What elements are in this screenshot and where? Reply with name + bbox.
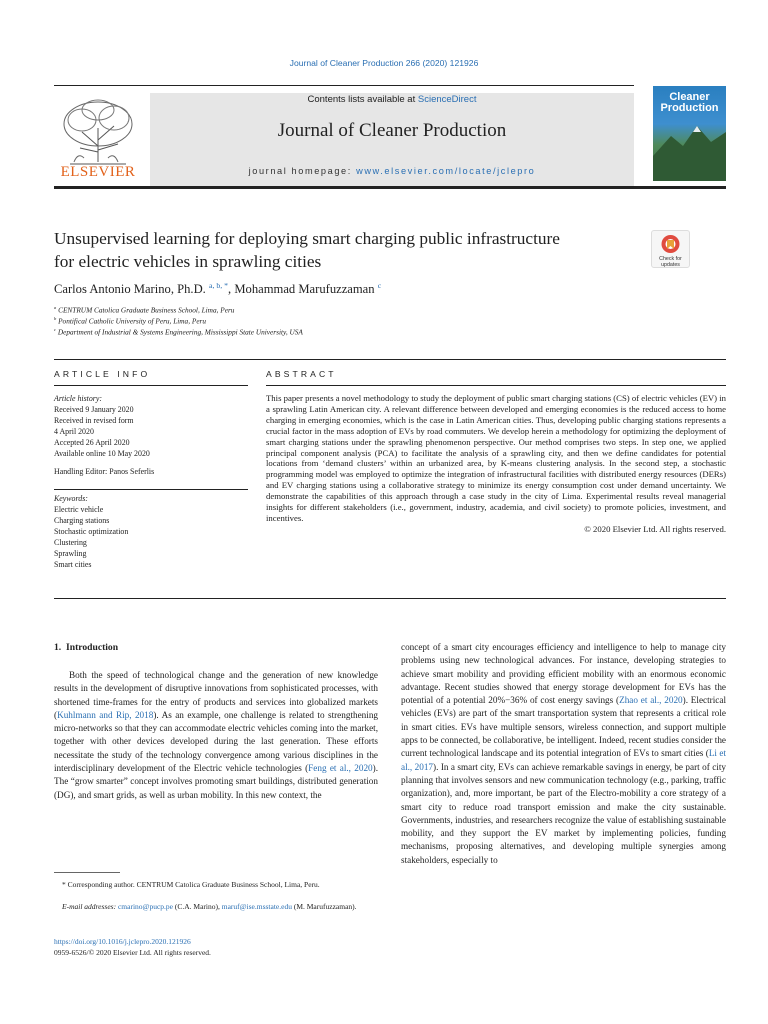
paragraph-text: ). As an example, one challenge is related to strengthening micro-networks so that they can accommodate electric vehicles coming into the market, together with other devices developed during the last generation. These efforts necessitate the study of the technology convergence among various disciplines in the interdisciplinary development of the Electric vehicle technologies ( <box>54 709 379 774</box>
affiliation-text: Pontifical Catholic University of Peru, Lima, Peru <box>58 316 207 326</box>
history-item: Available online 10 May 2020 <box>54 449 150 458</box>
journal-homepage <box>150 166 634 176</box>
intro-paragraph-1 <box>54 669 378 802</box>
keywords-block <box>54 493 254 570</box>
citation-link[interactable]: Feng et al., 2020 <box>308 763 373 774</box>
paragraph-text: concept of a smart city encourages efficiency and intelligence to help to manage city problems using new technological advances. For instance, developing strategies to achieve smart mobility and providing efficient mobility with an enormous economic advantage. Recent studies showed that energy storage development for EVs has the potential of a potential 20%−36% of cost energy savings ( <box>401 642 726 706</box>
email-label: E-mail addresses: <box>62 902 118 911</box>
author-2[interactable]: Mohammad Marufuzzaman <box>234 282 378 297</box>
keywords-label: Keywords: <box>54 494 88 503</box>
affiliation-mark: b <box>54 316 57 321</box>
email-link[interactable]: maruf@ise.msstate.edu <box>221 902 292 911</box>
author-1-affiliation-marks[interactable]: a, b, * <box>208 281 229 290</box>
contents-prefix: Contents lists available at <box>307 94 418 105</box>
keyword: Stochastic optimization <box>54 527 129 536</box>
corresponding-author-note: * Corresponding author. CENTRUM Catolica Graduate Business School, Lima, Peru. <box>62 880 320 889</box>
handling-editor: Handling Editor: Panos Seferlis <box>54 467 155 476</box>
email-link[interactable]: cmarino@pucp.pe <box>117 902 173 911</box>
keywords-rule <box>54 489 248 490</box>
contents-line <box>150 94 634 105</box>
section-rule <box>54 359 726 360</box>
check-for-updates-badge[interactable] <box>651 230 690 268</box>
section-rule <box>54 598 726 599</box>
affiliation-text: Department of Industrial & Systems Engineering, Mississippi State University, USA <box>57 327 303 337</box>
section-number: 1. <box>54 642 62 653</box>
citation-link[interactable]: Kuhlmann and Rip, 2018 <box>57 709 154 720</box>
citation-link[interactable]: Zhao et al., 2020 <box>619 695 683 706</box>
paragraph-text: ). The “grow smarter” concept involves promoting smart buildings, distributed generation (DG), and smart grids, as well as urban mobility. In this new context, the <box>54 763 378 800</box>
abstract-copyright: © 2020 Elsevier Ltd. All rights reserved. <box>584 523 726 534</box>
keyword: Electric vehicle <box>54 505 104 514</box>
keyword: Smart cities <box>54 560 92 569</box>
article-info-heading: ARTICLE INFO <box>54 369 151 379</box>
homepage-link[interactable]: www.elsevier.com/locate/jclepro <box>356 166 536 176</box>
author-1[interactable]: Carlos Antonio Marino, Ph.D. <box>54 282 209 297</box>
crossmark-label: Check for updates <box>659 256 682 268</box>
affiliation-c <box>54 327 303 336</box>
affiliation-a <box>54 305 234 314</box>
history-item: Received in revised form <box>54 416 134 425</box>
paragraph-text: ). Electrical vehicles (EVs) are part of the smart transportation system that represents a critical role in smart cities. EVs have multiple sensors, wireless connection, and support multiple apps to be connected, be collaborative, be intelligent. Indeed, recent studies consider the current technological landscape and its potential integration of EVs to smart cities ( <box>401 695 727 759</box>
doi-link[interactable]: https://doi.org/10.1016/j.jclepro.2020.121926 <box>54 937 191 946</box>
author-line <box>54 281 654 297</box>
journal-citation[interactable]: Journal of Cleaner Production 266 (2020) 121926 <box>289 58 479 68</box>
issn-line: 0959-6526/© 2020 Elsevier Ltd. All rights reserved. <box>54 948 211 957</box>
crossmark-icon <box>652 231 689 255</box>
email-owner: (C.A. Marino), <box>172 902 222 911</box>
header-rule <box>54 186 726 189</box>
sciencedirect-link[interactable]: ScienceDirect <box>417 94 477 105</box>
email-owner: (M. Marufuzzaman). <box>293 902 357 911</box>
publisher-logo-text: ELSEVIER <box>60 164 136 180</box>
author-separator: , <box>228 282 235 297</box>
paragraph-text: ). In a smart city, EVs can achieve remarkable savings in energy, be part of city planning that involves sensors and new communication technology (e.g., parking, traffic organization), and, more important, be part of the Electro-mobility a core strategy of a smart city to reduce road transport emission and make the city sustainable. Governments, industries, and researchers recognize the value of establishing sustainable mobility, and they support the EV market by implementing policies, funding mechanisms, proposing alternatives, and developing multiple synergies among stakeholders, especially to <box>401 761 726 865</box>
affiliation-mark: a <box>54 305 57 310</box>
history-item: Received 9 January 2020 <box>54 405 134 414</box>
intro-paragraph-2 <box>401 641 726 867</box>
footnote-rule <box>54 872 120 873</box>
journal-title: Journal of Cleaner Production <box>277 120 507 141</box>
affiliation-text: CENTRUM Catolica Graduate Business School, Lima, Peru <box>58 305 235 315</box>
paragraph-text: Both the speed of technological change and the generation of new knowledge results in the development of disruptive innovations from sophisticated processes, with shortened time-frames for the entry of products and services into globalized markets ( <box>54 670 378 720</box>
affiliation-mark: c <box>54 327 57 332</box>
history-item: 4 April 2020 <box>54 427 94 436</box>
section-title: Introduction <box>66 642 119 653</box>
abstract-body <box>266 393 726 535</box>
homepage-prefix: journal homepage: <box>248 166 357 176</box>
abstract-text: This paper presents a novel methodology to study the deployment of public smart charging stations (CS) of electric vehicles (EV) in a sprawling Latin American city. A relevant difference between developed and emerging economies is the reduced access to home charging in emerging economies, which is the case in Latin American cities. Thus, developing public charging stations represents a crucial factor in the mass adoption of EVs by road commuters. We develop herein a methodology for optimizing the deployment of smart charging stations under the sprawling phenomenon perspective. Our method comprises two steps. In step one, we applied principal component analysis (PCA) to facilitate the analysis of a sprawling city, and then we define candidates for potential locations from ‘demand clusters’ within an urbanized area, by K-means clustering analysis. In the second step, a stochastic programming model was employed to optimize the integration of infrastructural facilities with distributed energy resources (DERs) and EV charging stations using a collaborative strategy to minimize its energy consumption cost under demand uncertainty. We demonstrate the capabilities of this approach through a case study in the city of Lima. Experimental results reveal managerial insights for different stakeholders (i.e., government, industry, academia, and civil society) to promote policies, investment, and incentives. <box>266 393 726 523</box>
article-title: Unsupervised learning for deploying smart charging public infrastructure for electric vehicles in sprawling cities <box>54 229 560 271</box>
article-info-rule <box>54 385 248 386</box>
email-note <box>54 902 378 912</box>
abstract-heading: ABSTRACT <box>266 369 337 379</box>
keyword: Charging stations <box>54 516 110 525</box>
divider <box>54 85 634 86</box>
citation-link[interactable]: Li et al., 2017 <box>401 748 726 772</box>
article-history <box>54 393 254 477</box>
abstract-rule <box>266 385 726 386</box>
author-2-affiliation-marks[interactable]: c <box>377 281 382 290</box>
keyword: Clustering <box>54 538 87 547</box>
cover-title: Cleaner Production <box>660 91 719 114</box>
keyword: Sprawling <box>54 549 87 558</box>
history-item: Accepted 26 April 2020 <box>54 438 130 447</box>
affiliation-b <box>54 316 206 325</box>
article-history-label: Article history: <box>54 394 102 403</box>
introduction-heading <box>54 642 118 653</box>
